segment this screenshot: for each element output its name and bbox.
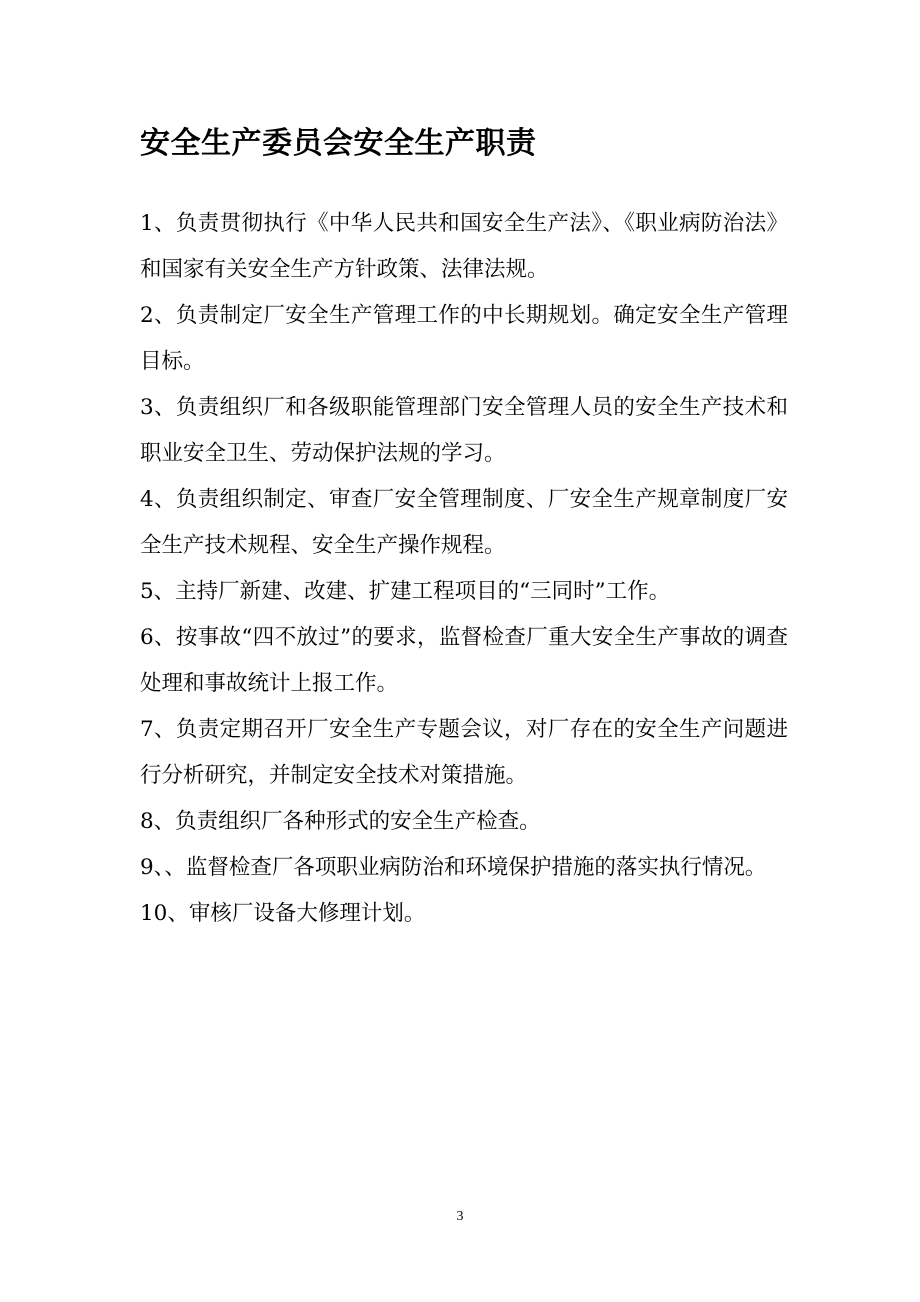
responsibility-item-9: 9、、监督检查厂各项职业病防治和环境保护措施的落实执行情况。 [140, 855, 767, 880]
document-title: 安全生产委员会安全生产职责 [140, 126, 537, 161]
responsibility-item-4: 4、负责组织制定、审查厂安全管理制度、厂安全生产规章制度厂安全生产技术规程、安全生产操作规程。 [140, 487, 788, 558]
responsibility-item-10: 10、审核厂设备大修理计划。 [140, 901, 426, 926]
responsibilities-list [140, 201, 788, 937]
responsibility-item-6: 6、按事故“四不放过”的要求，监督检查厂重大安全生产事故的调查处理和事故统计上报工作。 [140, 625, 788, 696]
responsibility-item-5: 5、主持厂新建、改建、扩建工程项目的“三同时”工作。 [140, 579, 671, 604]
responsibility-item-3: 3、负责组织厂和各级职能管理部门安全管理人员的安全生产技术和职业安全卫生、劳动保护法规的学习。 [140, 395, 788, 466]
responsibility-item-7: 7、负责定期召开厂安全生产专题会议，对厂存在的安全生产问题进行分析研究，并制定安全技术对策措施。 [140, 717, 788, 788]
responsibility-item-2: 2、负责制定厂安全生产管理工作的中长期规划。确定安全生产管理目标。 [140, 303, 788, 374]
responsibility-item-1: 1、负责贯彻执行《中华人民共和国安全生产法》、《职业病防治法》和国家有关安全生产方针政策、法律法规。 [140, 211, 788, 282]
responsibility-item-8: 8、负责组织厂各种形式的安全生产检查。 [140, 809, 541, 834]
page-number: 3 [456, 1209, 464, 1224]
